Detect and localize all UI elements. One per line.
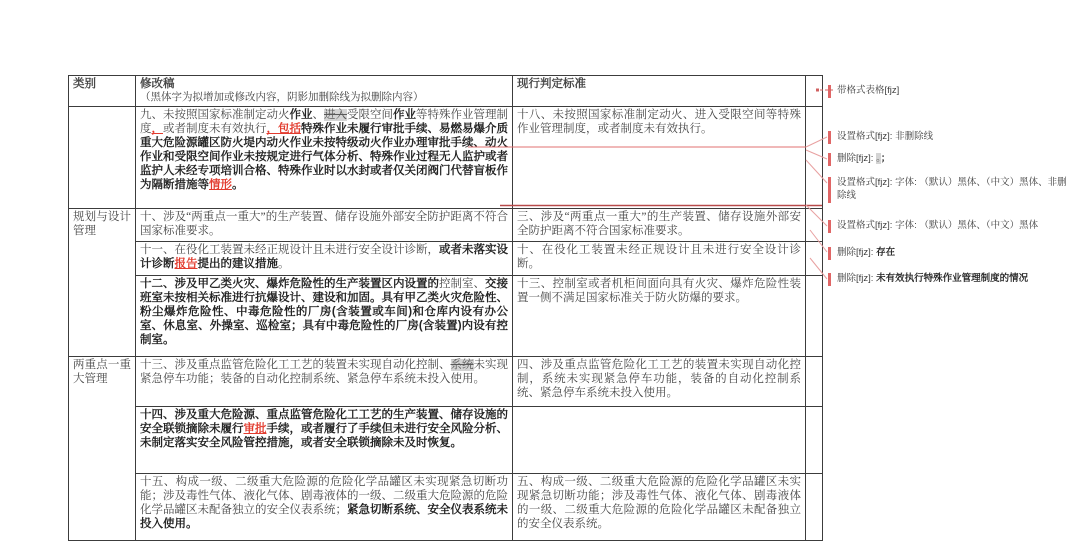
standard-cell[interactable]: 五、构成一级、二级重大危险源的危险化学品罐区未实现紧急切断功能；涉及毒性气体、液化气体、剧毒液体的一级、二级重大危险源的危险化学品罐区未配备独立的安全仪表系统。 — [513, 474, 806, 541]
header-revision-title: 修改稿 — [140, 78, 175, 90]
category-cell-two-key[interactable]: 两重点一重大管理 — [69, 357, 136, 541]
comment-bar — [828, 153, 831, 166]
table-row — [69, 107, 823, 209]
revision-cell[interactable]: 十四、涉及重大危险源、重点监管危险化工工艺的生产装置、储存设施的安全联锁摘除未履行审批手续，或者履行了手续但未进行安全风险分析、未制定落实安全风险管控措施，或者安全联锁摘除未及时恢复。 — [136, 407, 513, 474]
spacer-cell — [806, 242, 823, 276]
spacer-cell — [806, 357, 823, 407]
table-row — [69, 407, 823, 474]
revision-cell[interactable]: 十、涉及“两重点一重大”的生产装置、储存设施外部安全防护距离不符合国家标准要求。 — [136, 209, 513, 242]
comment-bar — [828, 85, 831, 98]
standard-cell[interactable]: 三、涉及“两重点一重大”的生产装置、储存设施外部安全防护距离不符合国家标准要求。 — [513, 209, 806, 242]
header-standard[interactable]: 现行判定标准 — [513, 76, 806, 107]
revision-cell[interactable]: 十一、在役化工装置未经正规设计且未进行安全设计诊断，或者未落实设计诊断报告提出的建议措施。 — [136, 242, 513, 276]
revision-cell[interactable]: 十五、构成一级、二级重大危险源的危险化学品罐区未实现紧急切断功能；涉及毒性气体、液化气体、剧毒液体的一级、二级重大危险源的危险化学品罐区未配备独立的安全仪表系统；紧急切断系统、安全仪表系统未投入使用。 — [136, 474, 513, 541]
revision-cell[interactable]: 十二、涉及甲乙类火灾、爆炸危险性的生产装置区内设置的控制室、交接班室未按相关标准进行抗爆设计、建设和加固。具有甲乙类火灾危险性、粉尘爆炸危险性、中毒危险性的厂房(含装置或车间)和仓库内设有办公室、休息室、外操室、巡检室；具有中毒危险性的厂房(含装置)内设有控制室。 — [136, 276, 513, 357]
table-row — [69, 209, 823, 242]
category-cell-planning[interactable]: 规划与设计管理 — [69, 209, 136, 357]
comment-delete-3[interactable]: 删除[fjz]: 未有效执行特殊作业管理制度的情况 — [828, 272, 1074, 285]
comment-bar — [828, 177, 831, 203]
spacer-cell — [806, 209, 823, 242]
spacer-cell — [806, 474, 823, 541]
comment-bar — [828, 247, 831, 260]
revision-cell[interactable]: 九、未按照国家标准制定动火作业、进入受限空间作业等特殊作业管理制度，或者制度未有效执行，包括特殊作业未履行审批手续、易燃易爆介质重大危险源罐区防火堤内动火作业未按特级动火作业办理审批手续、动火作业和受限空间作业未按规定进行气体分析、特殊作业过程无人监护或者监护人未经专项培训合格、特殊作业时以水封或者仅关闭阀门代替盲板作为隔断措施等情形。 — [136, 107, 513, 209]
header-category[interactable]: 类别 — [69, 76, 136, 107]
header-revision-note: （黑体字为拟增加或修改内容，阴影加删除线为拟删除内容） — [140, 92, 424, 103]
spacer-cell — [806, 76, 823, 107]
spacer-cell — [806, 407, 823, 474]
comment-bar — [828, 131, 831, 144]
standard-cell[interactable]: 十三、控制室或者机柜间面向具有火灾、爆炸危险性装置一侧不满足国家标准关于防火防爆的要求。 — [513, 276, 806, 357]
spacer-cell — [806, 276, 823, 357]
comment-bar — [828, 220, 831, 233]
header-revision[interactable] — [136, 76, 513, 107]
comment-delete-2[interactable]: 删除[fjz]: 存在 — [828, 246, 1074, 259]
comment-formatted-table[interactable]: 带格式表格[fjz] — [828, 84, 1074, 97]
comment-bar — [828, 273, 831, 286]
comment-delete-1[interactable]: 删除[fjz]: 。； — [828, 152, 1074, 165]
category-cell-empty[interactable] — [69, 107, 136, 209]
table-row — [69, 242, 823, 276]
comment-set-format-2[interactable]: 设置格式[fjz]: 字体: （默认）黑体、（中文）黑体、非删除线 — [828, 176, 1074, 202]
standard-cell[interactable]: 十、在役化工装置未经正规设计且未进行安全设计诊断。 — [513, 242, 806, 276]
standard-cell-empty[interactable] — [513, 407, 806, 474]
table-row — [69, 474, 823, 541]
comment-set-format-1[interactable]: 设置格式[fjz]: 非删除线 — [828, 130, 1074, 143]
comment-set-format-3[interactable]: 设置格式[fjz]: 字体: （默认）黑体、（中文）黑体 — [828, 219, 1074, 232]
revision-table — [68, 75, 823, 541]
standard-cell[interactable]: 四、涉及重点监管危险化工工艺的装置未实现自动化控制，系统未实现紧急停车功能，装备的自动化控制系统、紧急停车系统未投入使用。 — [513, 357, 806, 407]
spacer-cell — [806, 107, 823, 209]
table-header-row — [69, 76, 823, 107]
standard-cell[interactable]: 十八、未按照国家标准制定动火、进入受限空间等特殊作业管理制度，或者制度未有效执行。 — [513, 107, 806, 209]
table-row — [69, 276, 823, 357]
table-row — [69, 357, 823, 407]
revision-cell[interactable]: 十三、涉及重点监管危险化工工艺的装置未实现自动化控制、系统未实现紧急停车功能；装备的自动化控制系统、紧急停车系统未投入使用。 — [136, 357, 513, 407]
